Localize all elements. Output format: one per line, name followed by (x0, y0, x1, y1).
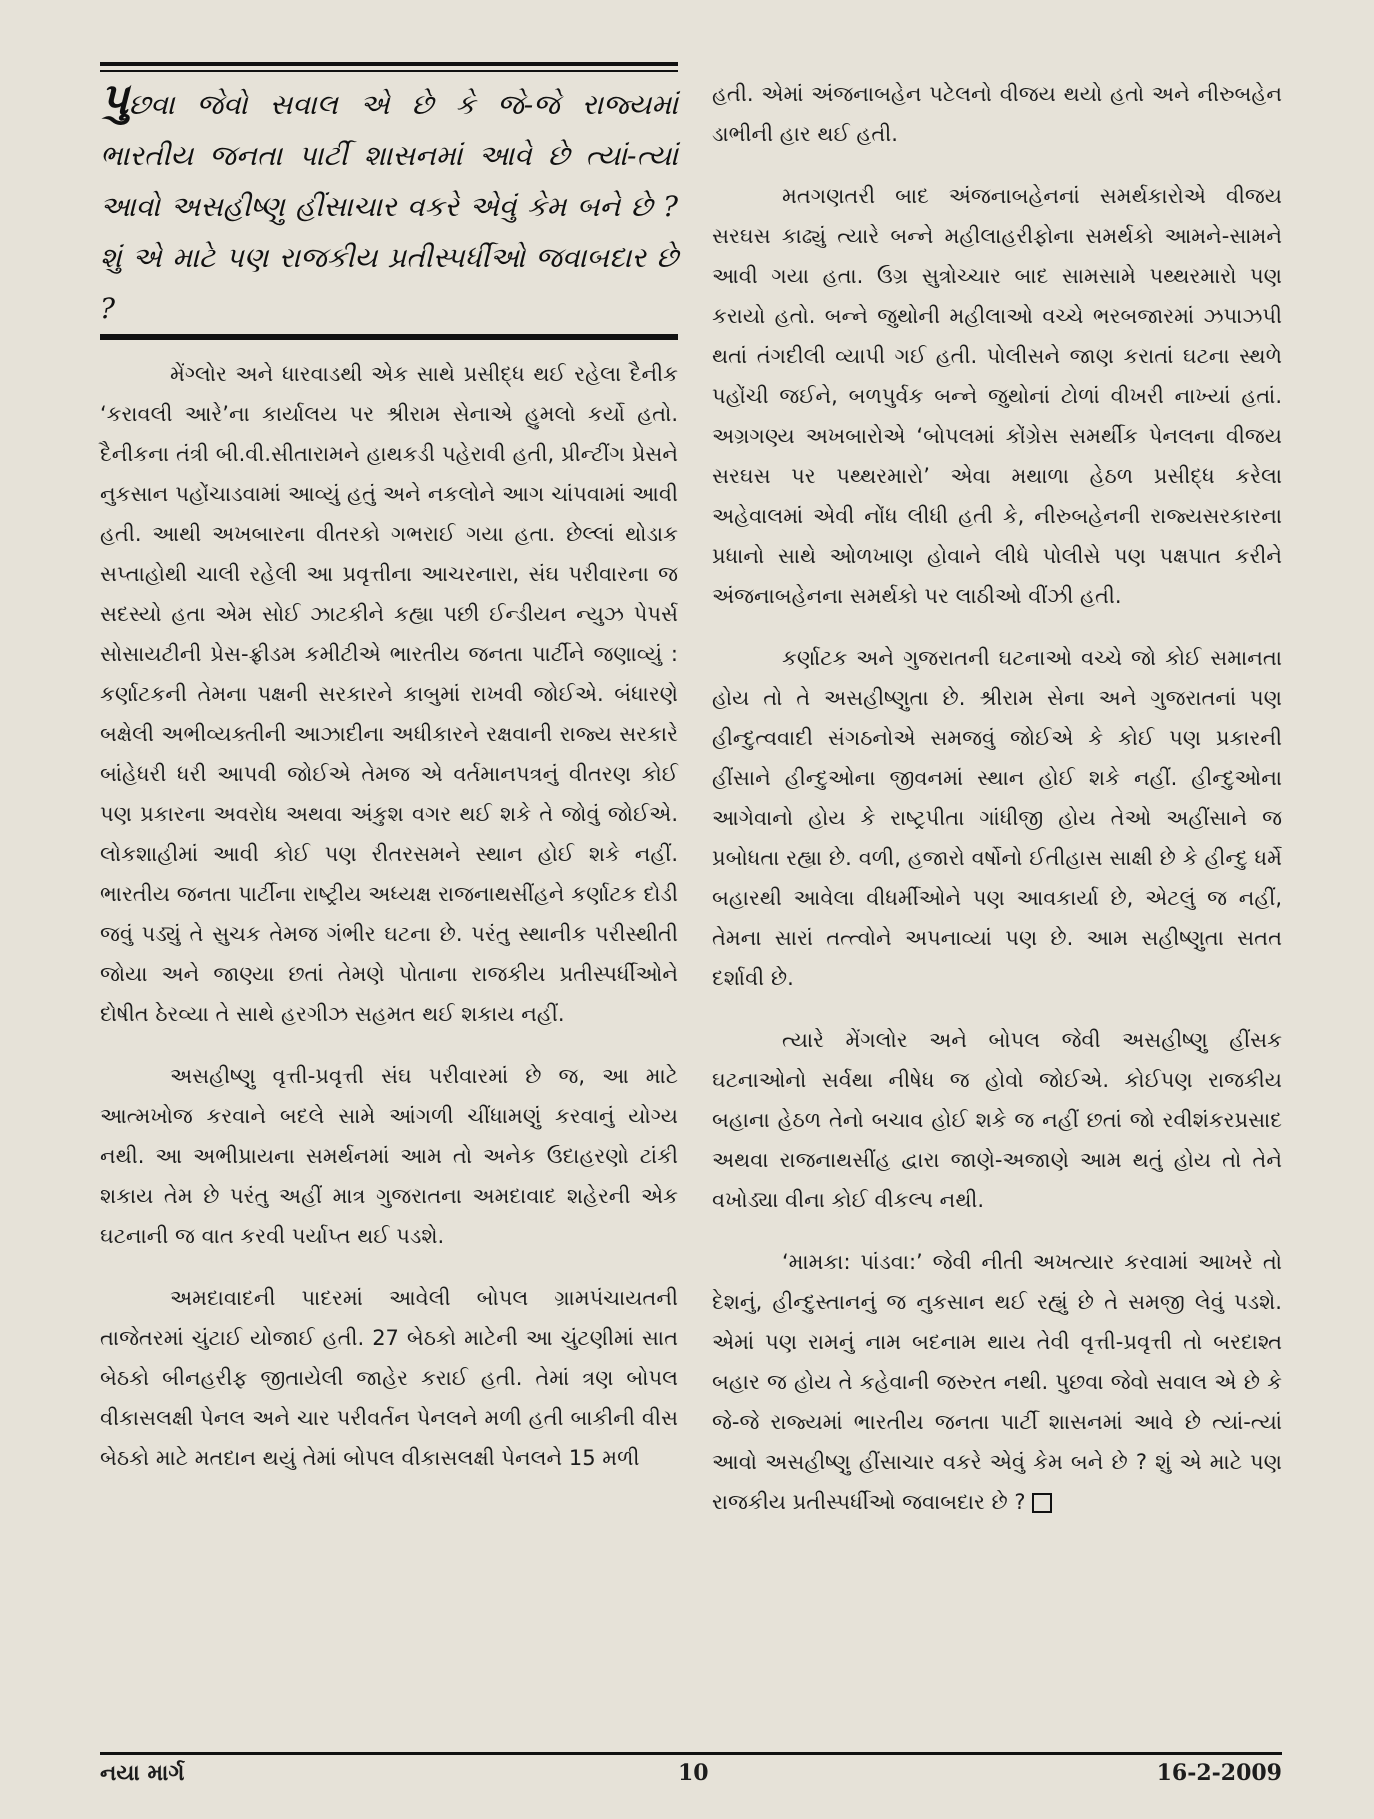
paragraph: અસહીષ્ણુ વૃત્તી-પ્રવૃત્તી સંઘ પરીવારમાં છે જ, આ માટે આત્મખોજ કરવાને બદલે સામે આંગળી ચીંધામણું કરવાનું યોગ્ય નથી. આ અભીપ્રાયના સમર્થનમાં આમ તો અનેક ઉદાહરણો ટાંકી શકાય તેમ છે પરંતુ અહીં માત્ર ગુજરાતના અમદાવાદ શહેરની એક ઘટનાની જ વાત કરવી પર્યાપ્ત થઈ પડશે. (100, 1064, 678, 1248)
paragraph: મતગણતરી બાદ અંજનાબહેનનાં સમર્થકારોએ વીજય સરઘસ કાઢ્યું ત્યારે બન્ને મહીલાહરીફોના સમર્થકો આમને-સામને આવી ગયા હતા. ઉગ્ર સુત્રોચ્ચાર બાદ સામસામે પથ્થરમારો પણ કરાયો હતો. બન્ને જુથોની મહીલાઓ વચ્ચે ભરબજારમાં ઝપાઝપી થતાં તંગદીલી વ્યાપી ગઈ હતી. પોલીસને જાણ કરાતાં ઘટના સ્થળે પહોંચી જઈને, બળપુર્વક બન્ને જુથોનાં ટોળાં વીખરી નાખ્યાં હતાં. અગ્રગણ્ય અખબારોએ ‘બોપલમાં કોંગ્રેસ સમર્થીક પેનલના વીજય સરઘસ પર પથ્થરમારો’ એવા મથાળા હેઠળ પ્રસીદ્ધ કરેલા અહેવાલમાં એવી નોંધ લીધી હતી કે, નીરુબહેનની રાજ્યસરકારના પ્રધાનો સાથે ઓળખાણ હોવાને લીધે પોલીસે પણ પક્ષપાત કરીને અંજનાબહેનના સમર્થકો પર લાઠીઓ વીંઝી હતી. (712, 184, 1282, 608)
paragraph: ત્યારે મેંગલોર અને બોપલ જેવી અસહીષ્ણુ હીંસક ઘટનાઓનો સર્વથા નીષેધ જ હોવો જોઈએ. કોઈપણ રાજકીય બહાના હેઠળ તેનો બચાવ હોઈ શકે જ નહીં છતાં જો રવીશંકરપ્રસાદ અથવા રાજનાથસીંહ દ્વારા જાણે-અજાણે આમ થતું હોય તો તેને વખોડ્યા વીના કોઈ વીકલ્પ નથી. (712, 1028, 1282, 1212)
right-body-text (712, 74, 1282, 1544)
pull-quote-text: છવા જેવો સવાલ એ છે કે જે-જે રાજ્યમાં ભારતીય જનતા પાર્ટી શાસનમાં આવે છે ત્યાં-ત્યાં આવો અસહીષ્ણુ હીંસાચાર વકરે એવું કેમ બને છે ? શું એ માટે પણ રાજકીય પ્રતીસ્પર્ધીઓ જવાબદાર છે ? (100, 88, 678, 325)
left-body-text (100, 354, 678, 1500)
footer-publication: નયા માર્ગ (100, 1760, 185, 1786)
footer-rule (100, 1752, 1282, 1755)
pull-quote-dropcap: પુ (100, 74, 129, 125)
paragraph: અમદાવાદની પાદરમાં આવેલી બોપલ ગ્રામપંચાયતની તાજેતરમાં ચુંટાઈ યોજાઈ હતી. 27 બેઠકો માટેની આ ચુંટણીમાં સાત બેઠકો બીનહરીફ જીતાયેલી જાહેર કરાઈ હતી. તેમાં ત્રણ બોપલ વીકાસલક્ષી પેનલ અને ચાર પરીવર્તન પેનલને મળી હતી બાકીની વીસ બેઠકો માટે મતદાન થયું તેમાં બોપલ વીકાસલક્ષી પેનલને 15 મળી (100, 1286, 678, 1470)
pull-quote-bottom-rule (100, 330, 678, 340)
paragraph: હતી. એમાં અંજનાબહેન પટેલનો વીજય થયો હતો અને નીરુબહેન ડાભીની હાર થઈ હતી. (712, 82, 1282, 146)
end-mark-icon (1032, 1493, 1052, 1513)
footer-date: 16-2-2009 (1156, 1760, 1282, 1786)
paragraph-last (712, 1242, 1282, 1522)
paragraph-text: ‘મામકા: પાંડવા:’ જેવી નીતી અખત્યાર કરવામાં આખરે તો દેશનું, હીન્દુસ્તાનનું જ નુકસાન થઈ રહ્યું છે તે સમજી લેવું પડશે. એમાં પણ રામનું નામ બદનામ થાય તેવી વૃત્તી-પ્રવૃત્તી તો બરદાશ્ત બહાર જ હોય તે કહેવાની જરુરત નથી. પુછવા જેવો સવાલ એ છે કે જે-જે રાજ્યમાં ભારતીય જનતા પાર્ટી શાસનમાં આવે છે ત્યાં-ત્યાં આવો અસહીષ્ણુ હીંસાચાર વકરે એવું કેમ બને છે ? શું એ માટે પણ રાજકીય પ્રતીસ્પર્ધીઓ જવાબદાર છે ? (712, 1250, 1282, 1514)
pull-quote (100, 66, 678, 334)
paragraph: મેંગ્લોર અને ધારવાડથી એક સાથે પ્રસીદ્ધ થઈ રહેલા દૈનીક ‘કરાવલી આરે’ના કાર્યાલય પર શ્રીરામ સેનાએ હુમલો કર્યો હતો. દૈનીકના તંત્રી બી.વી.સીતારામને હાથકડી પહેરાવી હતી, પ્રીન્ટીંગ પ્રેસને નુકસાન પહોંચાડવામાં આવ્યું હતું અને નકલોને આગ ચાંપવામાં આવી હતી. આથી અખબારના વીતરકો ગભરાઈ ગયા હતા. છેલ્લાં થોડાક સપ્તાહોથી ચાલી રહેલી આ પ્રવૃત્તીના આચરનારા, સંઘ પરીવારના જ સદસ્યો હતા એમ સોઈ ઝાટકીને કહ્યા પછી ઈન્ડીયન ન્યુઝ પેપર્સ સોસાયટીની પ્રેસ-ફ્રીડમ કમીટીએ ભારતીય જનતા પાર્ટીને જણાવ્યું : કર્ણાટકની તેમના પક્ષની સરકારને કાબુમાં રાખવી જોઈએ. બંધારણે બક્ષેલી અભીવ્યક્તીની આઝાદીના અધીકારને રક્ષવાની રાજ્ય સરકારે બાંહેધરી ધરી આપવી જોઈએ તેમજ એ વર્તમાનપત્રનું વીતરણ કોઈ પણ પ્રકારના અવરોધ અથવા અંકુશ વગર થઈ શકે તે જોવું જોઈએ. લોકશાહીમાં આવી કોઈ પણ રીતરસમને સ્થાન હોઈ શકે નહીં. ભારતીય જનતા પાર્ટીના રાષ્ટ્રીય અધ્યક્ષ રાજનાથસીંહને કર્ણાટક દોડી જવું પડ્યું તે સુચક તેમજ ગંભીર ઘટના છે. પરંતુ સ્થાનીક પરીસ્થીતી જોયા અને જાણ્યા છતાં તેમણે પોતાના રાજકીય પ્રતીસ્પર્ધીઓને દોષીત ઠેરવ્યા તે સાથે હરગીઝ સહમત થઈ શકાય નહીં. (100, 362, 678, 1026)
paragraph: કર્ણાટક અને ગુજરાતની ઘટનાઓ વચ્ચે જો કોઈ સમાનતા હોય તો તે અસહીષ્ણુતા છે. શ્રીરામ સેના અને ગુજરાતનાં પણ હીન્દુત્વવાદી સંગઠનોએ સમજવું જોઈએ કે કોઈ પણ પ્રકારની હીંસાને હીન્દુઓના જીવનમાં સ્થાન હોઈ શકે નહીં. હીન્દુઓના આગેવાનો હોય કે રાષ્ટ્રપીતા ગાંધીજી હોય તેઓ અહીંસાને જ પ્રબોધતા રહ્યા છે. વળી, હજારો વર્ષોનો ઈતીહાસ સાક્ષી છે કે હીન્દુ ધર્મે બહારથી આવેલા વીધર્મીઓને પણ આવકાર્યા છે, એટલું જ નહીં, તેમના સારાં તત્ત્વોને અપનાવ્યાં પણ છે. આમ સહીષ્ણુતા સતત દર્શાવી છે. (712, 646, 1282, 990)
footer-page-number: 10 (678, 1760, 709, 1786)
